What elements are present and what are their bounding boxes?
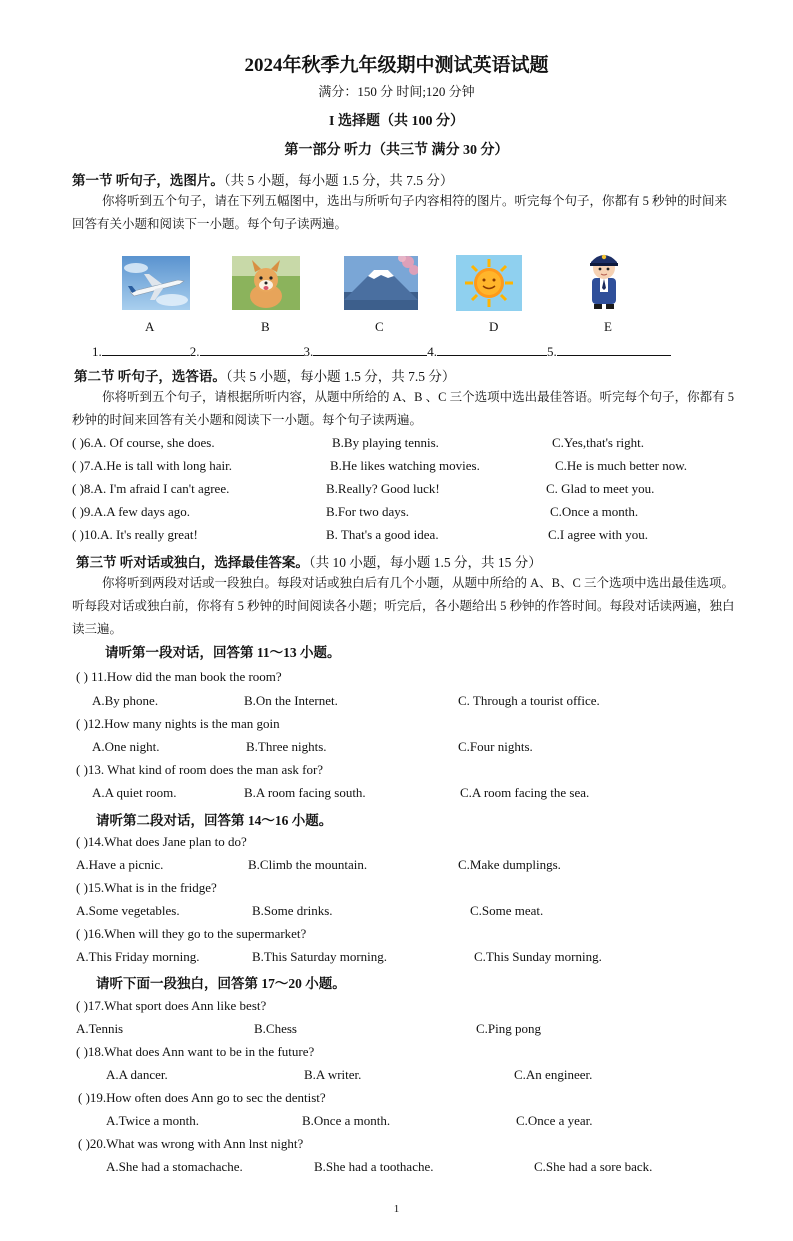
q17-option-b: B.Chess [254, 1021, 297, 1036]
answer-blanks [92, 342, 671, 360]
section2-instructions: 你将听到五个句子，请根据所听内容，从题中所给的 A、B 、C 三个选项中选出最佳答语。听完每个句子，你都有 5 秒钟的时间来回答有关小题和阅读下一小题。每个句子读两遍。 [72, 390, 734, 427]
part1-subheading-text: 第一部分 听力（共三节 满分 30 分） [284, 143, 509, 158]
part1-subheading [0, 139, 793, 159]
q18-option-c: C.An engineer. [514, 1067, 593, 1082]
q16-stem: ( )16.When will they go to the supermarket? [76, 926, 307, 941]
q14-option-b: B.Climb the mountain. [248, 857, 368, 872]
q11-option-b: B.On the Internet. [244, 693, 338, 708]
police-image [582, 248, 626, 310]
q12-option-a: A.One night. [92, 739, 160, 754]
answer-blank-1[interactable] [102, 342, 190, 356]
q13-option-a: A.A quiet room. [92, 785, 177, 800]
dog-image [232, 256, 300, 310]
q10-option-c: C.I agree with you. [548, 527, 649, 542]
q15-option-b: B.Some drinks. [252, 903, 333, 918]
q7-option-b: B.He likes watching movies. [330, 458, 480, 473]
q20-option-a: A.She had a stomachache. [106, 1159, 243, 1174]
blank-label-1: 1. [92, 344, 102, 359]
q17-option-a: A.Tennis [76, 1021, 124, 1036]
q12-option-c: C.Four nights. [458, 739, 533, 754]
q14-option-c: C.Make dumplings. [458, 857, 561, 872]
answer-blank-2[interactable] [200, 342, 304, 356]
answer-blank-5[interactable] [557, 342, 671, 356]
q19-stem: ( )19.How often does Ann go to sec the dentist? [78, 1090, 326, 1105]
section1-instructions: 你将听到五个句子，请在下列五幅图中，选出与所听句子内容相符的图片。听完每个句子，你都有 5 秒钟的时间来回答有关小题和阅读下一小题。每个句子读两遍。 [72, 194, 728, 231]
airplane-image [122, 256, 190, 310]
q12-option-b: B.Three nights. [246, 739, 327, 754]
image-label-a: A [145, 319, 155, 334]
sun-image [456, 255, 522, 311]
mountain-image [344, 256, 418, 310]
section2-heading-bold: 第二节 听句子，选答语。 [74, 369, 226, 384]
part1-heading-text: I 选择题（共 100 分） [329, 114, 464, 129]
q9-stem: ( )9.A.A few days ago. [72, 504, 191, 519]
q20-option-c: C.She had a sore back. [534, 1159, 653, 1174]
section3-heading-rest: （共 10 小题，每小题 1.5 分，共 15 分） [308, 555, 542, 570]
q20-option-b: B.She had a toothache. [314, 1159, 434, 1174]
blank-label-5: 5. [547, 344, 557, 359]
q8-stem: ( )8.A. I'm afraid I can't agree. [72, 481, 230, 496]
blank-label-4: 4. [427, 344, 437, 359]
q18-option-a: A.A dancer. [106, 1067, 168, 1082]
section2-heading [74, 365, 455, 385]
q7-option-c: C.He is much better now. [555, 458, 688, 473]
page-title: 2024年秋季九年级期中测试英语试题 [244, 55, 549, 76]
q16-option-a: A.This Friday morning. [76, 949, 200, 964]
q11-option-a: A.By phone. [92, 693, 159, 708]
q18-stem: ( )18.What does Ann want to be in the future? [76, 1044, 315, 1059]
exam-meta: 满分：150 分 时间;120 分钟 [318, 84, 475, 99]
blank-label-3: 3. [303, 344, 314, 359]
q11-stem: ( ) 11.How did the man book the room? [76, 669, 282, 684]
q20-stem: ( )20.What was wrong with Ann lnst night? [78, 1136, 304, 1151]
image-label-c: C [375, 319, 384, 334]
q8-option-b: B.Really? Good luck! [326, 481, 440, 496]
dialog1-intro: 请听第一段对话，回答第 11～13 小题。 [105, 645, 341, 660]
q6-option-b: B.By playing tennis. [332, 435, 439, 450]
section3-heading [76, 551, 542, 571]
section3-heading-bold: 第三节 听对话或独白，选择最佳答案。 [76, 555, 309, 570]
blank-label-2: 2. [189, 344, 200, 359]
q16-option-c: C.This Sunday morning. [474, 949, 602, 964]
q12-stem: ( )12.How many nights is the man goin [76, 716, 280, 731]
q19-option-c: C.Once a year. [516, 1113, 593, 1128]
section2-heading-rest: （共 5 小题，每小题 1.5 分，共 7.5 分） [225, 369, 456, 384]
q15-stem: ( )15.What is in the fridge? [76, 880, 217, 895]
q14-stem: ( )14.What does Jane plan to do? [76, 834, 247, 849]
q17-option-c: C.Ping pong [476, 1021, 542, 1036]
q9-option-c: C.Once a month. [550, 504, 639, 519]
page-number: 1 [393, 1203, 400, 1215]
q16-option-b: B.This Saturday morning. [252, 949, 388, 964]
q11-option-c: C. Through a tourist office. [458, 693, 600, 708]
section1-heading [72, 169, 453, 189]
part1-heading [0, 110, 793, 130]
q7-stem: ( )7.A.He is tall with long hair. [72, 458, 232, 473]
dialog2-intro: 请听第二段对话，回答第 14～16 小题。 [96, 813, 333, 828]
q19-option-b: B.Once a month. [302, 1113, 391, 1128]
q13-option-b: B.A room facing south. [244, 785, 366, 800]
image-label-e: E [604, 319, 612, 334]
q17-stem: ( )17.What sport does Ann like best? [76, 998, 267, 1013]
image-label-d: D [489, 319, 499, 334]
q13-option-c: C.A room facing the sea. [460, 785, 590, 800]
q15-option-a: A.Some vegetables. [76, 903, 180, 918]
image-label-b: B [261, 319, 270, 334]
section3-instructions: 你将听到两段对话或一段独白。每段对话或独白后有几个小题，从题中所给的 A、B、C 三个选项中选出最佳选项。听每段对话或独白前，你将有 5 秒钟的时间阅读各小题；听完后，各小题给出 5 秒钟的作答时间。每段对话读两遍，独白读三遍。 [72, 576, 735, 636]
q6-stem: ( )6.A. Of course, she does. [72, 435, 215, 450]
q13-stem: ( )13. What kind of room does the man ask for? [76, 762, 324, 777]
answer-blank-4[interactable] [437, 342, 547, 356]
q9-option-b: B.For two days. [326, 504, 410, 519]
q15-option-c: C.Some meat. [470, 903, 544, 918]
monologue-intro: 请听下面一段独白，回答第 17～20 小题。 [96, 976, 346, 991]
q18-option-b: B.A writer. [304, 1067, 362, 1082]
q6-option-c: C.Yes,that's right. [552, 435, 645, 450]
section1-heading-bold: 第一节 听句子，选图片。 [72, 173, 224, 188]
q14-option-a: A.Have a picnic. [76, 857, 164, 872]
q10-option-b: B. That's a good idea. [326, 527, 439, 542]
q8-option-c: C. Glad to meet you. [546, 481, 655, 496]
section1-heading-rest: （共 5 小题，每小题 1.5 分，共 7.5 分） [223, 173, 454, 188]
answer-blank-3[interactable] [313, 342, 427, 356]
q19-option-a: A.Twice a month. [106, 1113, 199, 1128]
q10-stem: ( )10.A. It's really great! [72, 527, 198, 542]
